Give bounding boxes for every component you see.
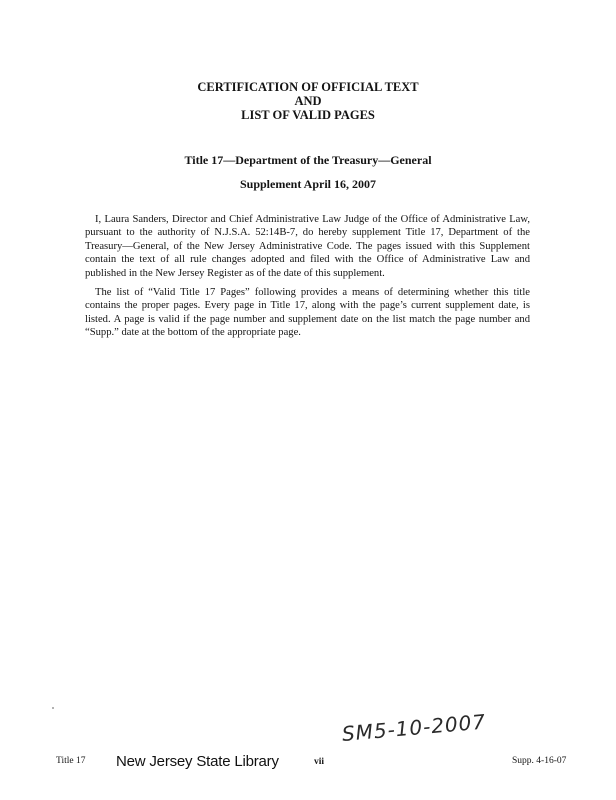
heading-and: AND: [294, 94, 322, 108]
footer-title: Title 17: [56, 756, 86, 766]
valid-pages-heading: LIST OF VALID PAGES: [241, 108, 375, 122]
certification-heading: CERTIFICATION OF OFFICIAL TEXT: [197, 80, 419, 94]
title-line: Title 17—Department of the Treasury—General: [184, 153, 432, 167]
supplement-date-line: Supplement April 16, 2007: [239, 177, 377, 191]
page-number: vii: [314, 757, 325, 767]
handwritten-note: SM5-10-2007: [340, 709, 487, 746]
footer-supplement-date: Supp. 4-16-07: [512, 756, 567, 766]
scan-speck: [52, 707, 54, 709]
library-stamp: New Jersey State Library: [116, 753, 279, 770]
certification-paragraph: I, Laura Sanders, Director and Chief Administrative Law Judge of the Office of Administrative Law, pursuant to the authority of N.J.S.A. 52:14B-7, do hereby supplement Title 17, Department of the Treasury—General, of the New Jersey Administrative Code. The pages issued with this Supplement contain the text of all rule changes adopted and filed with the Office of Administrative Law and published in the New Jersey Register as of the date of this supplement.: [85, 214, 530, 279]
valid-pages-paragraph: The list of “Valid Title 17 Pages” following provides a means of determining whether this title contains the proper pages. Every page in Title 17, along with the page’s current supplement date, is listed. A page is valid if the page number and supplement date on the list match the page number and “Supp.” date at the bottom of the appropriate page.: [85, 287, 530, 339]
